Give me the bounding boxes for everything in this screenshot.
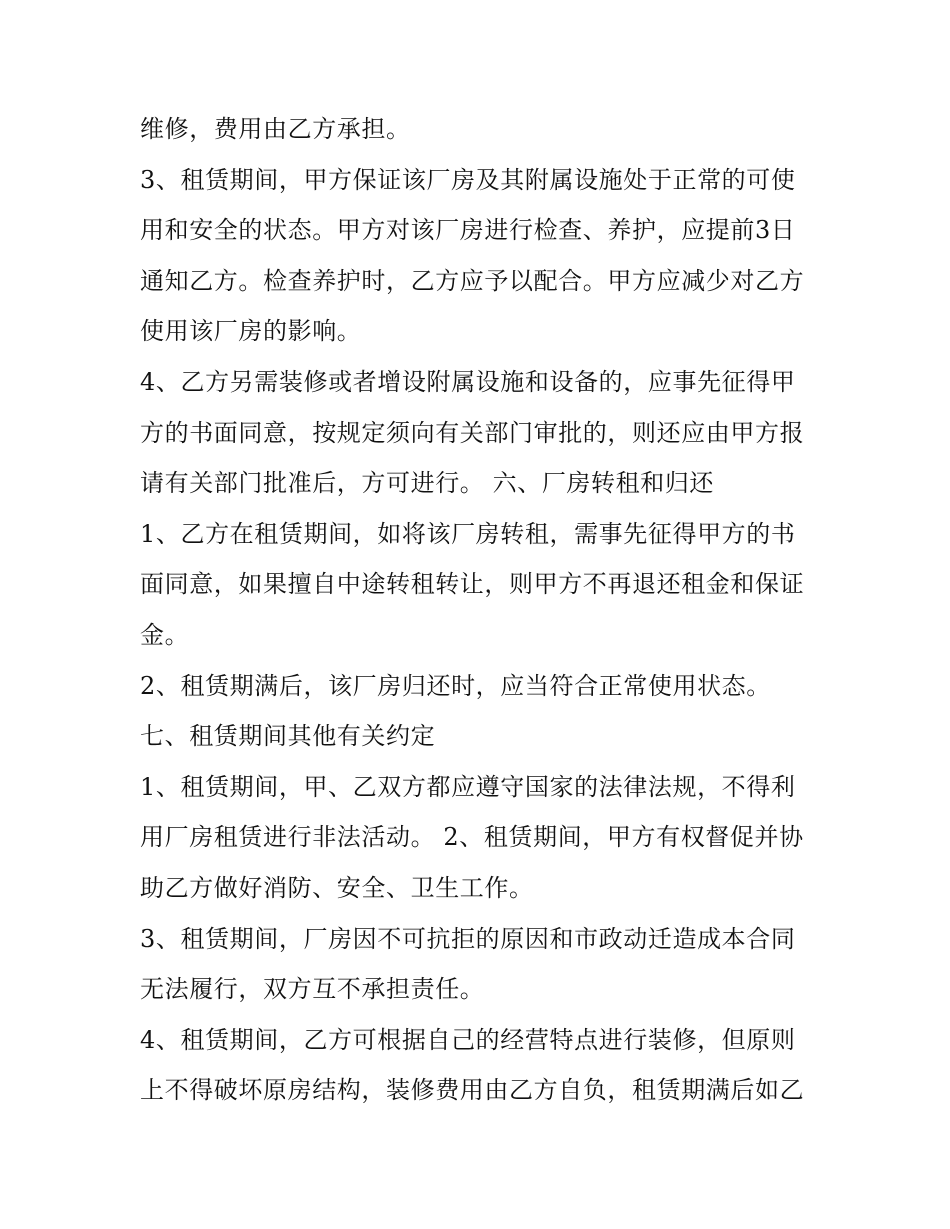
text-line: 1、乙方在租赁期间，如将该厂房转租，需事先征得甲方的书	[140, 519, 796, 548]
text-line: 用厂房租赁进行非法活动。 2、租赁期间，甲方有权督促并协	[140, 823, 804, 852]
section-heading: 七、租赁期间其他有关约定	[140, 722, 436, 751]
text-line: 上不得破坏原房结构，装修费用由乙方自负，租赁期满后如乙	[140, 1076, 805, 1105]
text-line: 2、租赁期满后，该厂房归还时，应当符合正常使用状态。	[140, 671, 771, 700]
text-line: 4、租赁期间，乙方可根据自己的经营特点进行装修，但原则	[140, 1025, 796, 1054]
text-line: 维修，费用由乙方承担。	[140, 115, 411, 143]
text-line: 1、租赁期间，甲、乙双方都应遵守国家的法律法规，不得利	[140, 772, 796, 801]
text-line: 面同意，如果擅自中途转租转让，则甲方不再退还租金和保证	[140, 570, 805, 599]
text-line: 通知乙方。检查养护时，乙方应予以配合。甲方应减少对乙方	[140, 266, 805, 295]
text-line: 用和安全的状态。甲方对该厂房进行检查、养护，应提前3日	[140, 216, 796, 245]
text-line: 方的书面同意，按规定须向有关部门审批的，则还应由甲方报	[140, 418, 805, 447]
text-line: 3、租赁期间，甲方保证该厂房及其附属设施处于正常的可使	[140, 165, 796, 194]
document-body	[140, 104, 820, 1116]
text-line: 助乙方做好消防、安全、卫生工作。	[140, 873, 534, 902]
text-line: 金。	[140, 620, 190, 649]
text-line: 使用该厂房的影响。	[140, 317, 362, 346]
text-line: 3、租赁期间，厂房因不可抗拒的原因和市政动迁造成本合同	[140, 924, 796, 953]
text-line: 4、乙方另需装修或者增设附属设施和设备的，应事先征得甲	[140, 367, 796, 396]
text-line: 请有关部门批准后，方可进行。 六、厂房转租和归还	[140, 469, 715, 498]
text-line: 无法履行，双方互不承担责任。	[140, 975, 485, 1004]
